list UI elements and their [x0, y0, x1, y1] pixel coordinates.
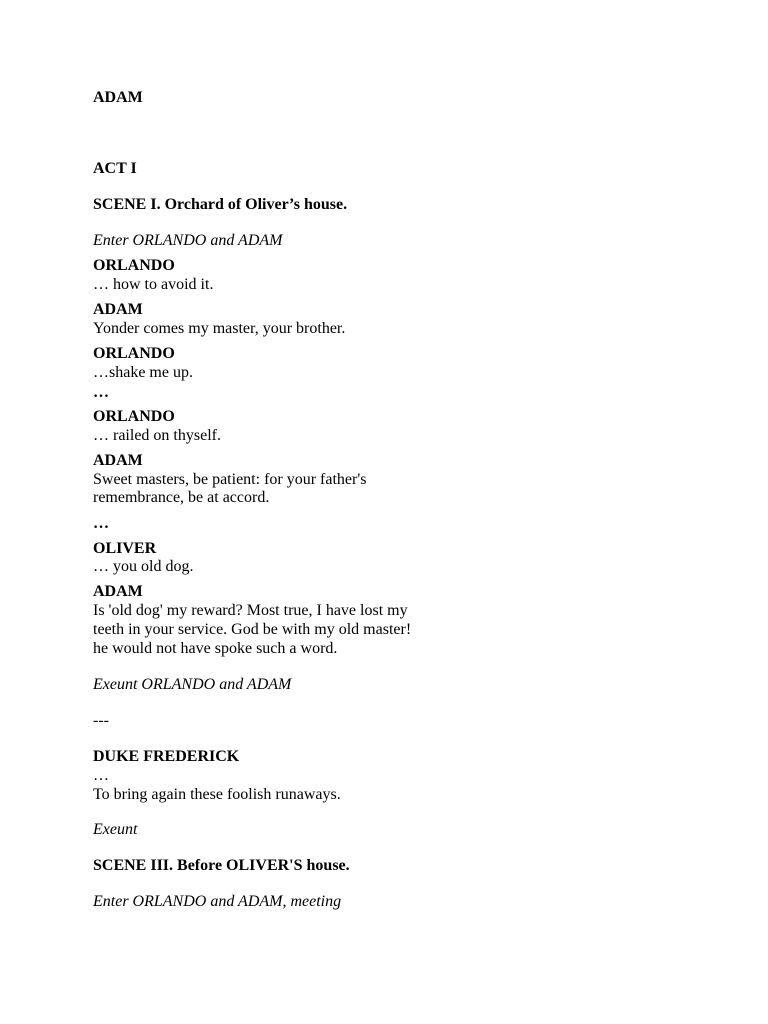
dialogue-line: Sweet masters, be patient: for your father's: [93, 471, 367, 488]
dialogue-line: …shake me up.: [93, 364, 193, 381]
separator: ---: [93, 712, 109, 729]
stage-direction: Enter ORLANDO and ADAM, meeting: [93, 893, 342, 910]
speaker-name: ORLANDO: [93, 257, 175, 274]
stage-direction: Enter ORLANDO and ADAM: [93, 232, 283, 249]
dialogue-line: … how to avoid it.: [93, 276, 214, 293]
speaker-name: DUKE FREDERICK: [93, 748, 240, 765]
dialogue-line: … you old dog.: [93, 558, 194, 575]
dialogue-line: Yonder comes my master, your brother.: [93, 320, 346, 337]
dialogue-line: teeth in your service. God be with my old master!: [93, 621, 412, 638]
dialogue-line: he would not have spoke such a word.: [93, 640, 338, 657]
stage-direction: Exeunt ORLANDO and ADAM: [93, 676, 292, 693]
ellipsis-marker: …: [93, 384, 109, 401]
speaker-name: ADAM: [93, 583, 143, 600]
speaker-name: ORLANDO: [93, 408, 175, 425]
speaker-name: ADAM: [93, 301, 143, 318]
stage-direction: Exeunt: [93, 821, 138, 838]
document-title: ADAM: [93, 89, 143, 106]
speaker-name: ADAM: [93, 452, 143, 469]
scene-heading: SCENE III. Before OLIVER'S house.: [93, 857, 350, 874]
dialogue-line: remembrance, be at accord.: [93, 489, 270, 506]
act-heading: ACT I: [93, 160, 137, 177]
speaker-name: ORLANDO: [93, 345, 175, 362]
speaker-name: OLIVER: [93, 540, 157, 557]
ellipsis-marker: …: [93, 767, 109, 784]
dialogue-line: To bring again these foolish runaways.: [93, 786, 341, 803]
dialogue-line: … railed on thyself.: [93, 427, 221, 444]
scene-heading: SCENE I. Orchard of Oliver’s house.: [93, 196, 348, 213]
dialogue-line: Is 'old dog' my reward? Most true, I have lost my: [93, 602, 408, 619]
ellipsis-marker: …: [93, 515, 109, 532]
